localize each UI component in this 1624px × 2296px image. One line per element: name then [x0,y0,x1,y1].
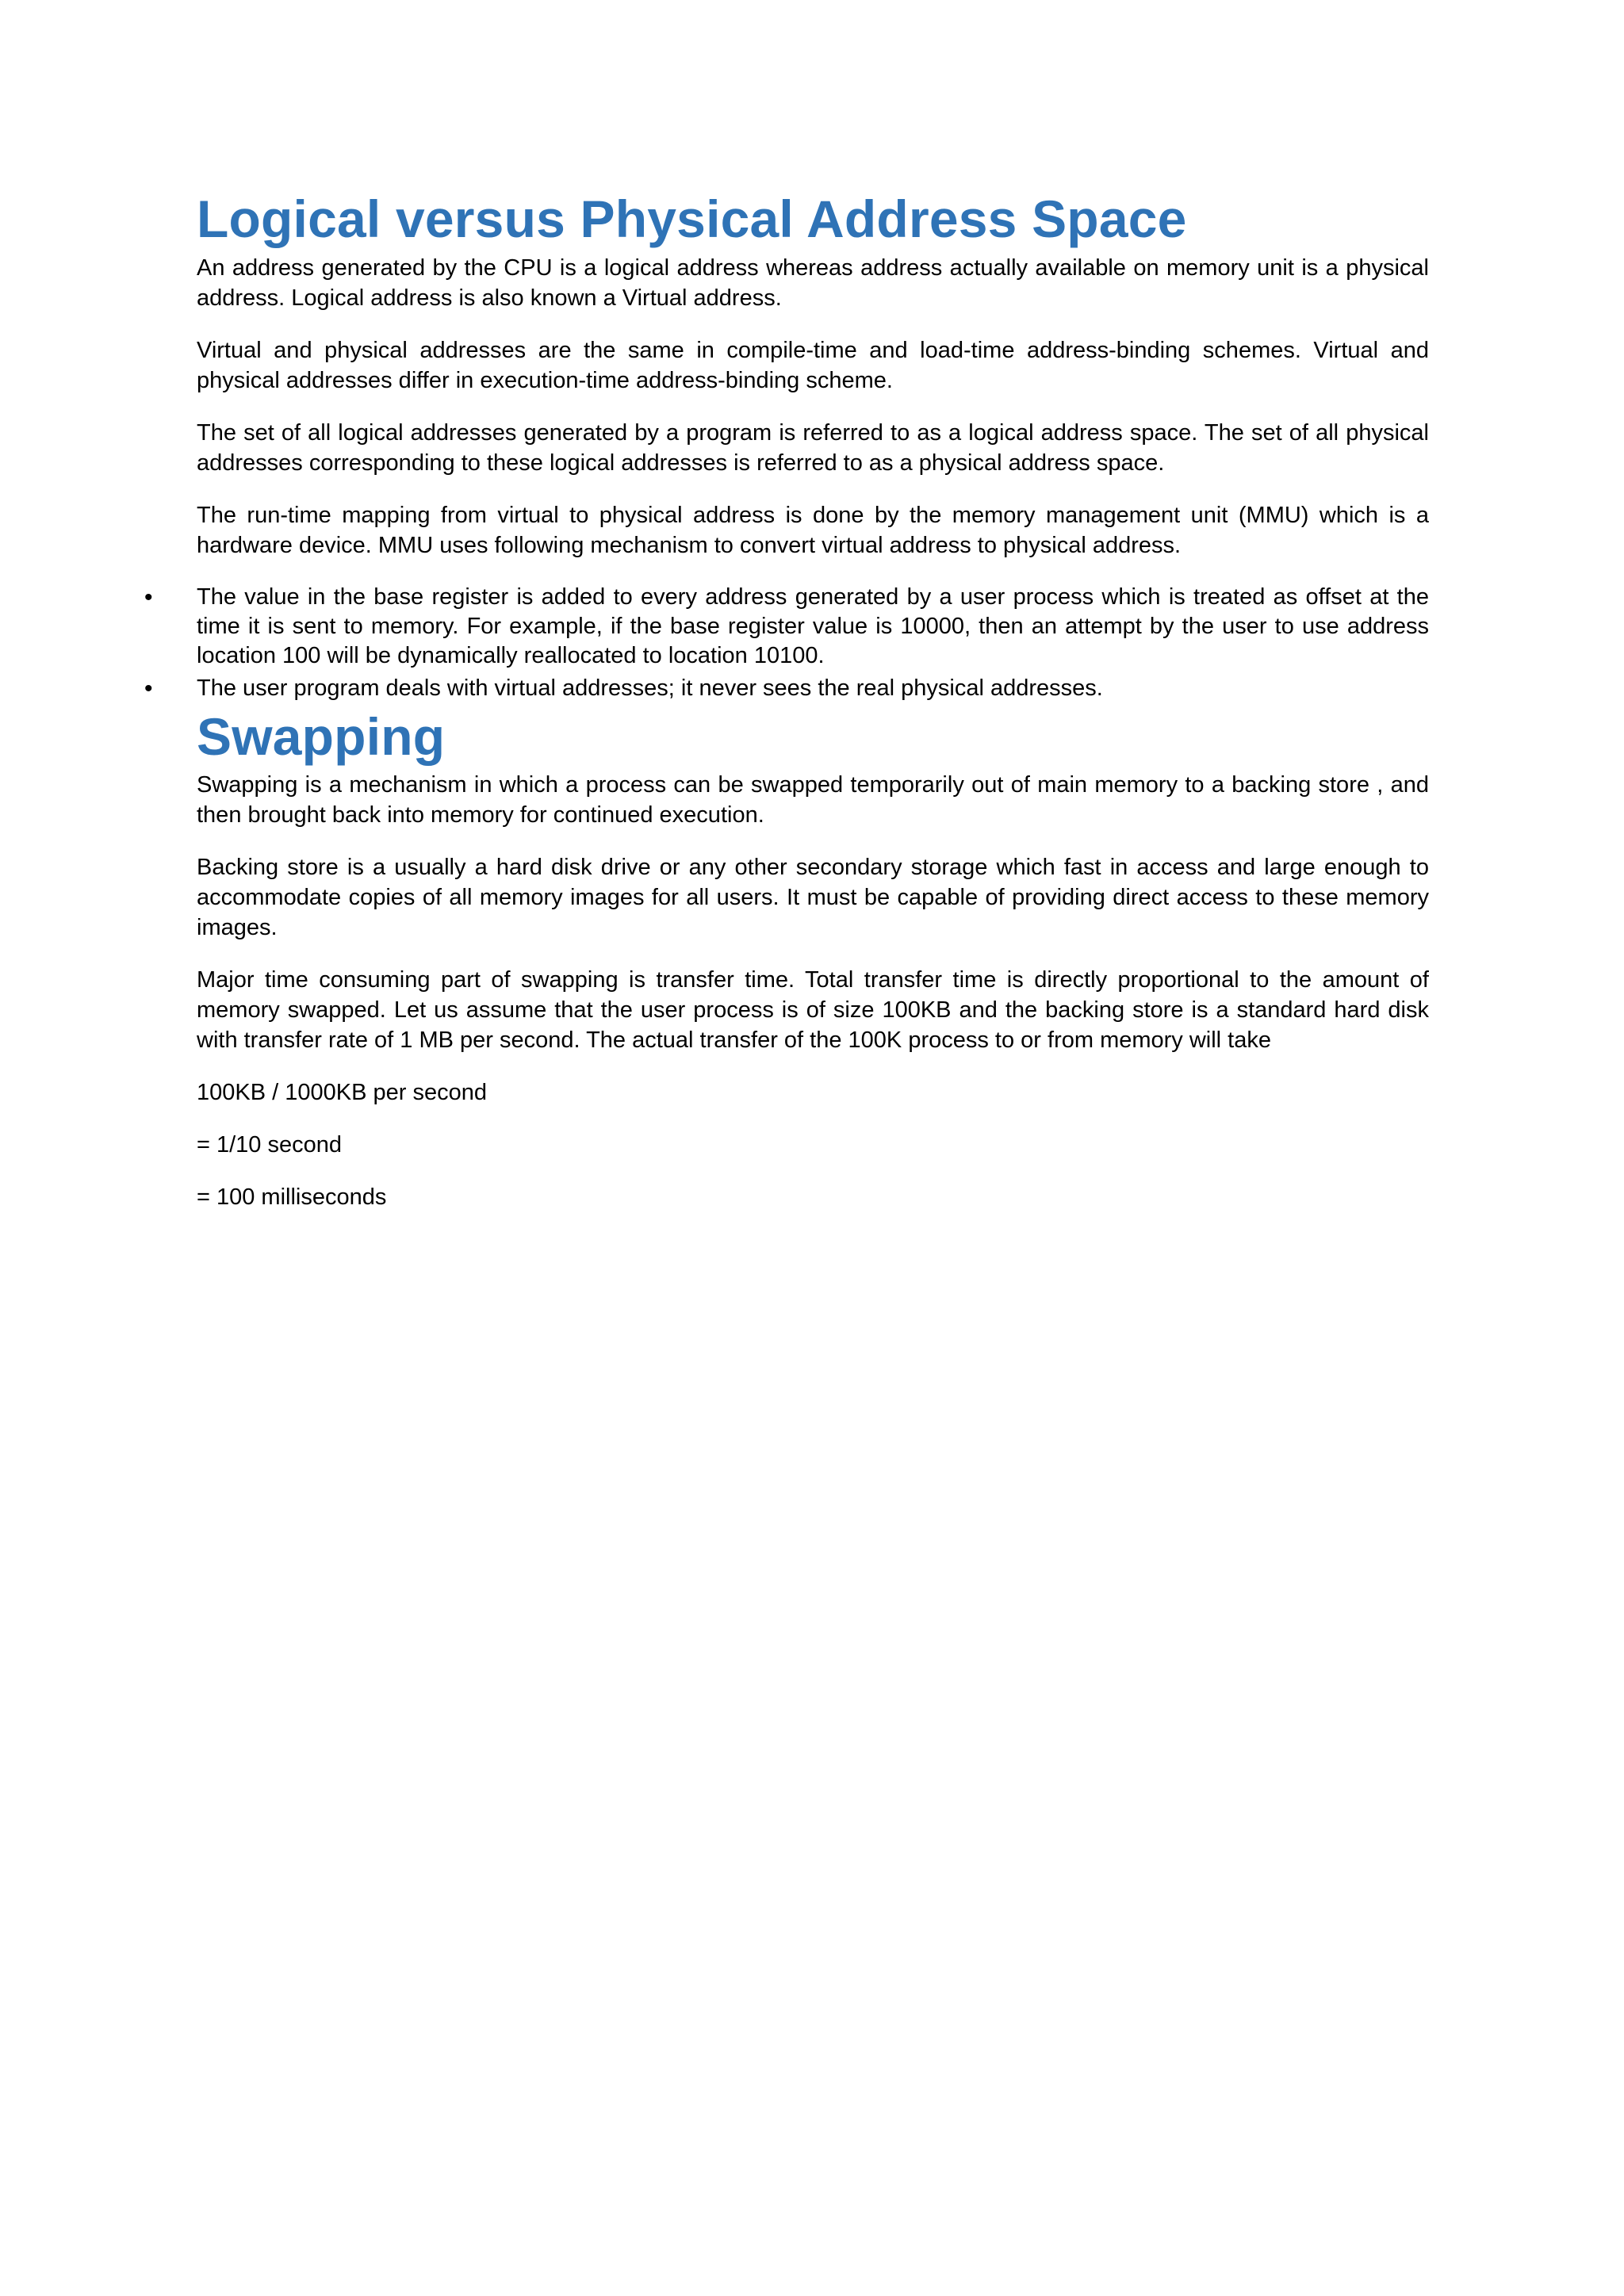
document-page [144,189,1429,1234]
paragraph: Major time consuming part of swapping is transfer time. Total transfer time is directly proportional to the amount of memory swapped. Let us assume that the user process is of size 100KB and the backing store is a standard hard disk with transfer rate of 1 MB per second. The actual transfer of the 100K process to or from memory will take [197,967,1429,1054]
list-item-text: The value in the base register is added to every address generated by a user process which is treated as offset at the time it is sent to memory. For example, if the base register value is 10000, then an attempt by the user to use address location 100 will be dynamically reallocated to location 10100. [197,584,1429,668]
paragraph: An address generated by the CPU is a logical address whereas address actually available on memory unit is a physical address. Logical address is also known a Virtual address. [197,254,1429,311]
calculation-line: = 1/10 second [197,1132,343,1158]
paragraph: Swapping is a mechanism in which a process can be swapped temporarily out of main memory to a backing store , and then brought back into memory for continued execution. [197,772,1429,828]
list-item-text: The user program deals with virtual addresses; it never sees the real physical addresses. [197,675,1103,701]
list-item [144,583,1429,671]
section-title-swapping: Swapping [197,706,446,766]
paragraph: The set of all logical addresses generated by a program is referred to as a logical address space. The set of all physical addresses corresponding to these logical addresses is referred to as a physical address space. [197,419,1429,476]
bullet-icon: • [144,584,153,610]
list-item [144,674,1429,703]
paragraph: Backing store is a usually a hard disk drive or any other secondary storage which fast in access and large enough to accommodate copies of all memory images for all users. It must be capable of providing direct access to these memory images. [197,855,1429,941]
paragraph: The run-time mapping from virtual to physical address is done by the memory management unit (MMU) which is a hardware device. MMU uses following mechanism to convert virtual address to physical address. [197,502,1429,558]
bullet-icon: • [144,675,153,702]
bullet-list [144,583,1429,703]
paragraph: Virtual and physical addresses are the same in compile-time and load-time address-binding schemes. Virtual and physical addresses differ in execution-time address-binding scheme. [197,337,1429,393]
calculation-line: 100KB / 1000KB per second [197,1080,487,1106]
calculation-line: = 100 milliseconds [197,1184,387,1211]
section-title-logical-vs-physical: Logical versus Physical Address Space [197,189,1187,248]
